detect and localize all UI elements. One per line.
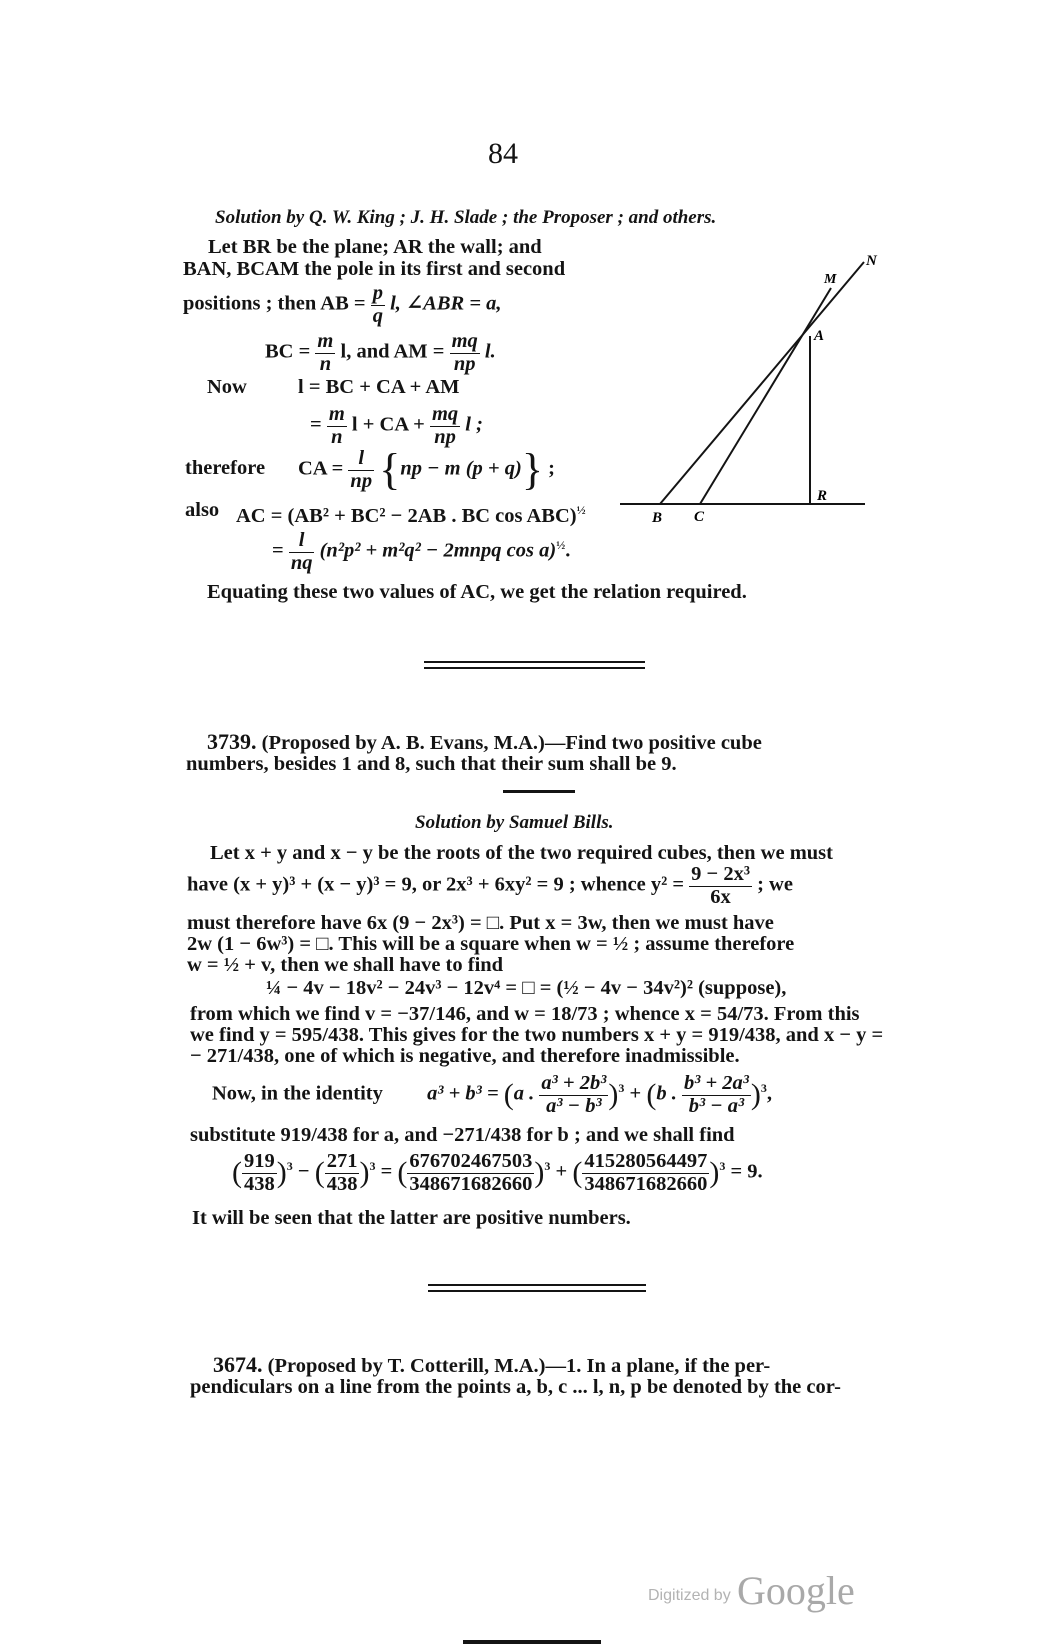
- now-equation: l = BC + CA + AM: [298, 376, 460, 398]
- section-separator-2-top: [428, 1284, 646, 1286]
- f4-paren-close: ): [709, 1156, 720, 1190]
- ca-body: np − m (p + q): [400, 457, 522, 480]
- identity-cube-2: 3: [760, 1080, 767, 1095]
- ac2-lead: =: [272, 539, 284, 562]
- f1-fraction: $\frac{919}{438}$: [244, 1150, 275, 1195]
- closing-line: It will be seen that the latter are positive numbers.: [192, 1207, 631, 1229]
- therefore-label: therefore: [185, 457, 266, 479]
- ca-brace-right: }: [521, 445, 543, 495]
- solution-line-bc: [265, 331, 496, 375]
- ac2-half-exp: ½: [556, 537, 566, 552]
- s-line-5: w = ½ + v, then we shall have to find: [187, 954, 504, 976]
- bottom-scan-artifact: [463, 1640, 601, 1644]
- problem-3739-text-1: (Proposed by A. B. Evans, M.A.)—Find two positive cube: [261, 732, 762, 754]
- identity-b-term: b .: [656, 1082, 677, 1105]
- eq2-mid: l + CA +: [351, 413, 425, 436]
- f1-paren-close: ): [276, 1156, 287, 1190]
- f2-paren-open: (: [314, 1156, 325, 1190]
- s-line-7: from which we find v = −37/146, and w = 18/73 ; whence x = 54/73. From this: [190, 1003, 860, 1025]
- problem-3739-short-rule: [503, 790, 575, 793]
- s-line-6: ¼ − 4v − 18v² − 24v³ − 12v⁴ = □ = (½ − 4v − 34v²)² (suppose),: [266, 977, 787, 999]
- solution-line-2: BAN, BCAM the pole in its first and second: [183, 258, 566, 280]
- s-line-2a: have (x + y)³ + (x − y)³ = 9, or 2x³ + 6xy² = 9 ; whence y² =: [187, 873, 685, 896]
- f3-paren-open: (: [397, 1156, 408, 1190]
- ac2-fraction: $\frac{l}{nq}$: [290, 529, 313, 574]
- ca-label: CA =: [298, 457, 344, 480]
- s-line-3: must therefore have 6x (9 − 2x³) = □. Put x = 3w, then we must have: [187, 912, 774, 934]
- label-c: C: [694, 509, 705, 525]
- problem-3739-solution-heading: Solution by Samuel Bills.: [415, 812, 614, 833]
- am-rest: l.: [484, 340, 496, 363]
- ac2-body: (n²p² + m²q² − 2mnpq cos a): [319, 539, 557, 562]
- f2-cube: 3: [369, 1158, 376, 1173]
- ca-fraction: $\frac{l}{np}$: [350, 447, 373, 492]
- identity-paren-close-1: ): [608, 1078, 619, 1112]
- problem-3739-line-2: numbers, besides 1 and 8, such that their sum shall be 9.: [186, 753, 677, 775]
- problem-3674-text-1: (Proposed by T. Cotterill, M.A.)—1. In a plane, if the per-: [267, 1355, 771, 1377]
- ac2-end: .: [565, 539, 571, 562]
- solution-heading: Solution by Q. W. King ; J. H. Slade ; the Proposer ; and others.: [215, 207, 717, 228]
- pole-line-ban: [660, 262, 864, 504]
- label-b: B: [652, 510, 663, 526]
- f3-fraction: $\frac{676702467503}{348671682660}$: [409, 1150, 533, 1195]
- identity-fraction-2: $\frac{\text{b³ + 2a³}}{\text{b³ − a³}}$: [683, 1072, 749, 1117]
- f1-paren-open: (: [232, 1156, 242, 1190]
- f3-cube: 3: [544, 1158, 551, 1173]
- ab-rest: l, ∠ABR = a,: [390, 292, 502, 315]
- s-line-9: − 271/438, one of which is negative, and therefore inadmissible.: [190, 1045, 740, 1067]
- s-line-2-fraction: $\frac{\text{9 − 2x³}}{6x}$: [691, 863, 750, 908]
- f3-paren-close: ): [534, 1156, 545, 1190]
- identity-paren-close-2: ): [750, 1078, 761, 1112]
- problem-3674-line-2: pendiculars on a line from the points a, b, c ... l, n, p be denoted by the cor-: [190, 1376, 841, 1398]
- eq2-lead: =: [310, 413, 322, 436]
- geometry-diagram: [620, 248, 877, 528]
- google-logo: Google: [737, 1568, 855, 1613]
- section-separator-1-top: [424, 661, 645, 663]
- identity-paren-open-1: (: [503, 1078, 514, 1112]
- ab-lead: positions ; then AB =: [183, 292, 366, 315]
- s-line-8: we find y = 595/438. This gives for the two numbers x + y = 919/438, and x − y =: [190, 1024, 884, 1046]
- identity-fraction-1: $\frac{\text{a³ + 2b³}}{\text{a³ − b³}}$: [541, 1072, 607, 1117]
- solution-line-1: Let BR be the plane; AR the wall; and: [208, 236, 542, 258]
- eq2-fraction-2: $\frac{mq}{np}$: [431, 403, 459, 448]
- pole-line-bcam: [700, 288, 831, 504]
- solution-line-3: [183, 283, 502, 327]
- final-equals: = 9.: [730, 1160, 763, 1183]
- identity-lead: Now, in the identity: [212, 1082, 383, 1105]
- solution-conclusion: Equating these two values of AC, we get the relation required.: [207, 581, 747, 603]
- problem-3739-line-1: [207, 731, 762, 754]
- section-separator-1-bottom: [424, 667, 645, 669]
- problem-3674-line-1: [213, 1354, 770, 1377]
- s-line-2b: ; we: [757, 873, 793, 896]
- ca-equation: [298, 445, 555, 495]
- page-number: 84: [488, 137, 518, 170]
- ca-end: ;: [548, 457, 555, 480]
- am-fraction: $\frac{mq}{np}$: [451, 330, 478, 375]
- f2-paren-close: ): [359, 1156, 370, 1190]
- f4-cube: 3: [719, 1158, 726, 1173]
- problem-3739-number: 3739.: [207, 729, 257, 754]
- label-r: R: [817, 488, 828, 504]
- label-a: A: [814, 328, 825, 344]
- ab-fraction: $\frac{p}{q}$: [372, 282, 383, 327]
- problem-3674-number: 3674.: [213, 1352, 263, 1377]
- bc-rest: l, and AM =: [340, 340, 445, 363]
- ac-equation-2: [272, 530, 570, 574]
- s-line-4: 2w (1 − 6w³) = □. This will be a square when w = ½ ; assume therefore: [187, 933, 795, 955]
- equation-2: [310, 404, 483, 448]
- label-m: M: [824, 272, 837, 287]
- eq2-fraction-1: $\frac{m}{n}$: [328, 403, 345, 448]
- bc-fraction: $\frac{m}{n}$: [317, 330, 334, 375]
- identity-cube-1: 3: [618, 1080, 625, 1095]
- f4-paren-open: (: [572, 1156, 583, 1190]
- f4-fraction: $\frac{415280564497}{348671682660}$: [584, 1150, 708, 1195]
- ac-equation: [236, 499, 586, 527]
- f1-cube: 3: [286, 1158, 293, 1173]
- label-n: N: [866, 253, 877, 269]
- identity-lhs: a³ + b³ =: [427, 1082, 499, 1105]
- identity-paren-open-2: (: [646, 1078, 657, 1112]
- bc-label: BC =: [265, 340, 311, 363]
- now-label: Now: [207, 376, 247, 398]
- f2-fraction: $\frac{271}{438}$: [326, 1150, 358, 1195]
- substitute-line: substitute 919/438 for a, and −271/438 for b ; and we shall find: [190, 1124, 735, 1146]
- also-label: also: [185, 499, 220, 521]
- s-line-2: [187, 864, 793, 908]
- identity-a-term: a .: [513, 1082, 535, 1105]
- eq2-end: l ;: [465, 413, 483, 436]
- section-separator-2-bottom: [428, 1290, 646, 1292]
- ac-half-exp: ½: [576, 503, 586, 517]
- final-equation: ( $\frac{919}{438}$ )$^3$ − ( $\frac{271}{438}$ )$^3$ = ( $\frac{676702467503}{348671682660}$ )$^3$ + ( $\frac{415280564497}{348671682660}$ )$^3$ = 9.: [232, 1150, 763, 1195]
- ac-eq-text: AC = (AB² + BC² − 2AB . BC cos ABC): [236, 504, 577, 527]
- digitized-by-text: Digitized by: [648, 1587, 731, 1604]
- ca-brace-left: {: [379, 445, 401, 495]
- s-line-1: Let x + y and x − y be the roots of the two required cubes, then we must: [210, 842, 833, 864]
- identity-line: Now, in the identity a³ + b³ = (a . $\frac{\text{a³ + 2b³}}{\text{a³ − b³}}$ )$^3$ + (b . $\frac{\text{b³ + 2a³}}{\text{b³ − a³}}$ )$^3$,: [212, 1072, 773, 1117]
